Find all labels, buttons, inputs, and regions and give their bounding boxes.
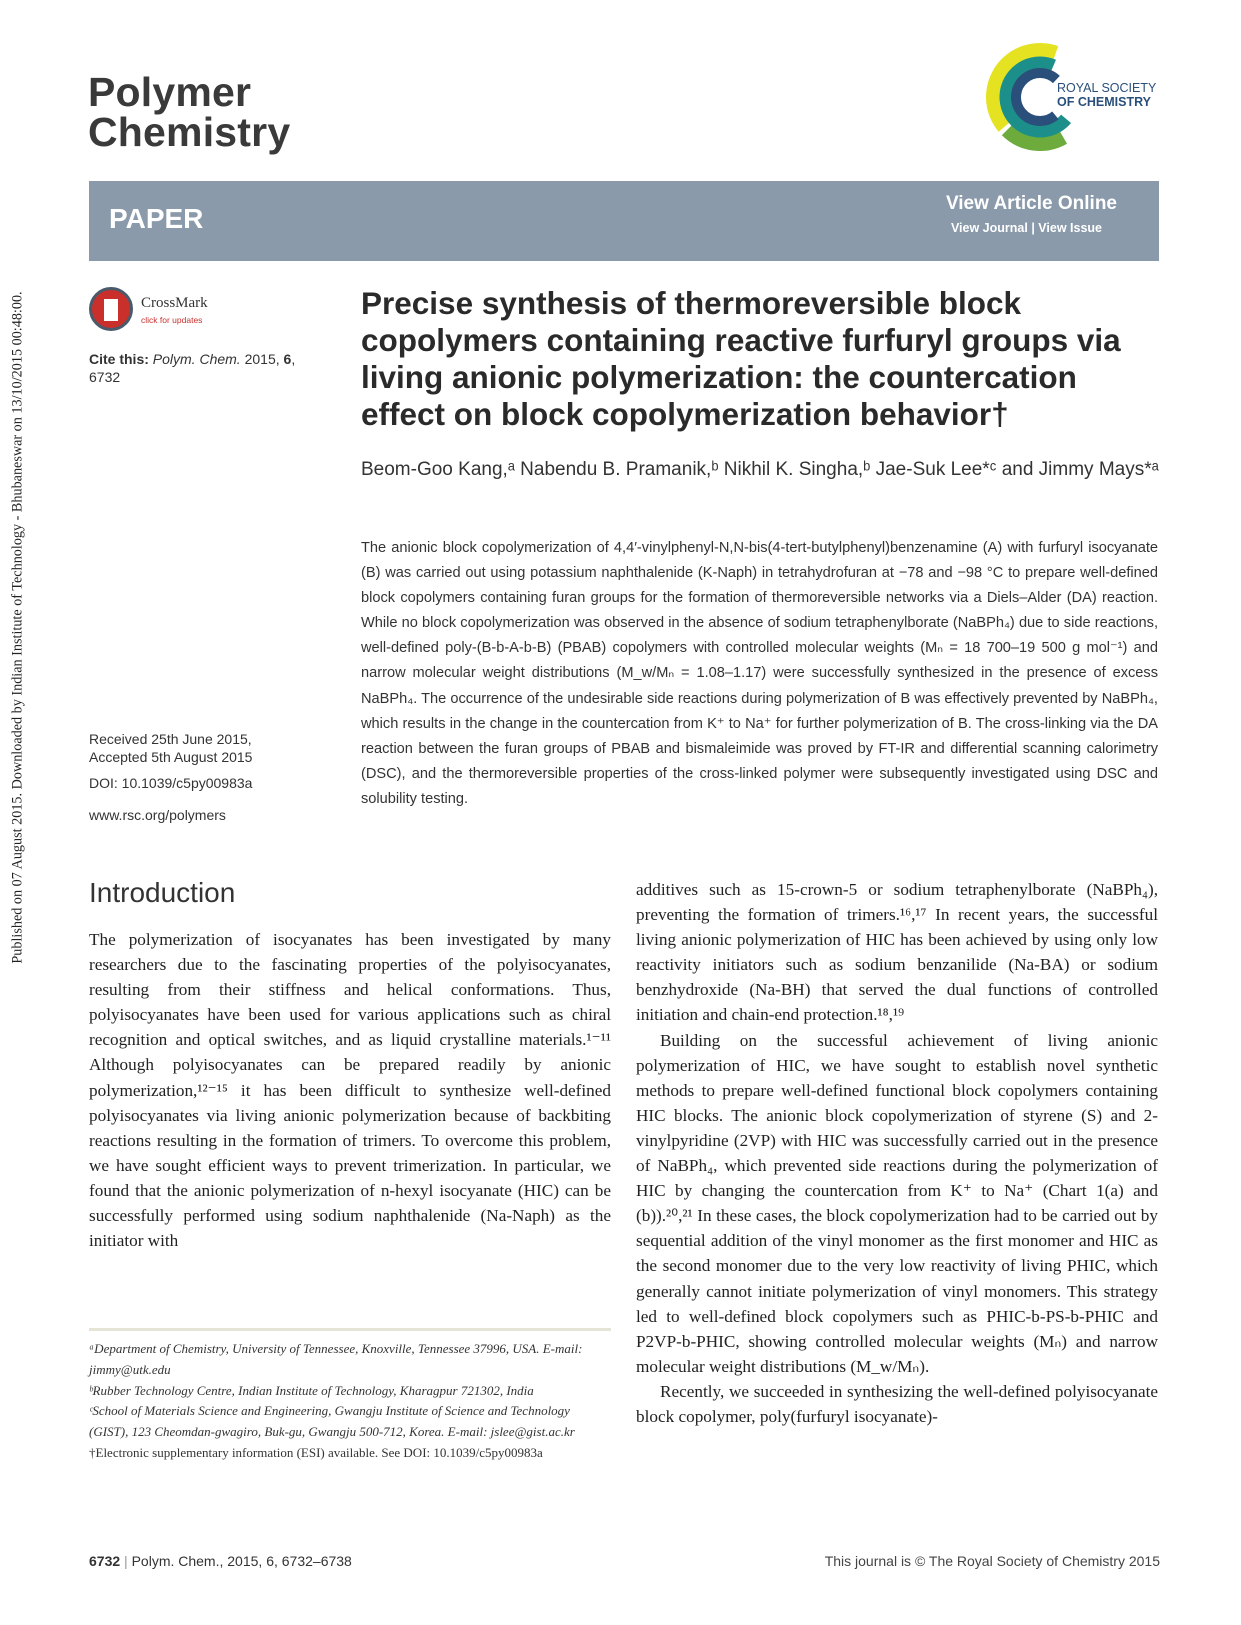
paragraph: The polymerization of isocyanates has been investigated by many researchers due to the fascinating properties of the polyisocyanates, resulting from their stiffness and helical conformations. Thus, polyisocyanates have been used for various applications such as chiral recognition and optical switches, and as liquid crystalline materials.¹⁻¹¹ Although polyisocyanates can be prepared readily by anionic polymerization,¹²⁻¹⁵ it has been difficult to synthesize well-defined polyisocyanates via living anionic polymerization because of backbiting reactions resulting in the formation of trimers. To overcome this problem, we have sought efficient ways to prevent trimerization. In particular, we found that the anionic polymerization of n-hexyl isocyanate (HIC) can be successfully performed using sodium naphthalenide (Na-Naph) as the initiator with (89, 930, 611, 1251)
affiliation-c: ᶜSchool of Materials Science and Engineering, Gwangju Institute of Science and Technology (GIST), 123 Cheomdan-gwagiro, Buk-gu, Gwangju 500-712, Korea. E-mail: jslee@gist.ac.kr (89, 1403, 575, 1440)
download-notice-text: Published on 07 August 2015. Downloaded by Indian Institute of Technology - Bhubaneswar on 13/10/2015 00:48:00. (9, 291, 26, 964)
crossmark-icon (89, 287, 133, 331)
paragraph: Building on the successful achievement of living anionic polymerization of HIC, we have sought to establish novel synthetic methods to prepare well-defined functional block copolymers containing HIC blocks. The anionic block copolymerization of styrene (S) and 2-vinylpyridine (2VP) with HIC was successfully carried out in the presence of NaBPh₄, which prevented side reactions during the polymerization of HIC by changing the countercation from K⁺ to Na⁺ (Chart 1(a) and (b)).²⁰,²¹ In these cases, the block copolymerization had to be carried out by sequential addition of the vinyl monomer as the first monomer and HIC as the second monomer due to the very low reactivity of living PHIC, which generally cannot initiate polymerization of vinyl monomers. This strategy led to well-defined block copolymers such as PHIC-b-PS-b-PHIC and P2VP-b-PHIC, showing controlled molecular weights (Mₙ) and narrow molecular weight distributions (M_w/Mₙ). (636, 1030, 1158, 1376)
body-column-left (89, 927, 611, 1253)
footnote-divider (89, 1328, 611, 1331)
copyright-notice: This journal is © The Royal Society of Chemistry 2015 (824, 1553, 1160, 1569)
cite-year: 2015, (244, 351, 280, 367)
accepted-date: Accepted 5th August 2015 (89, 749, 253, 765)
author-list: Beom-Goo Kang,ᵃ Nabendu B. Pramanik,ᵇ Nikhil K. Singha,ᵇ Jae-Suk Lee*ᶜ and Jimmy Mays*ᵃ (361, 459, 1159, 480)
link-separator: | (1031, 221, 1035, 235)
rsc-logo (985, 40, 1160, 155)
journal-issue-links (951, 221, 1102, 235)
article-title: Precise synthesis of thermoreversible block copolymers containing reactive furfuryl groups via living anionic polymerization: the countercation effect on block copolymerization behavior† (361, 285, 1121, 432)
crossmark-badge[interactable] (89, 287, 239, 337)
cite-prefix: Cite this: (89, 351, 149, 367)
esi-note: †Electronic supplementary information (ESI) available. See DOI: 10.1039/c5py00983a (89, 1444, 543, 1460)
abstract: The anionic block copolymerization of 4,4′-vinylphenyl-N,N-bis(4-tert-butylphenyl)benzenamine (A) with furfuryl isocyanate (B) was carried out using potassium naphthalenide (K-Naph) in tetrahydrofuran at −78 and −98 °C to prepare well-defined block copolymers containing furan groups for the formation of thermoreversible networks via a Diels–Alder (DA) reaction. While no block copolymerization was observed in the absence of sodium tetraphenylborate (NaBPh₄) due to side reactions, well-defined poly-(B-b-A-b-B) (PBAB) copolymers with controlled molecular weights (Mₙ = 18 700–19 500 g mol⁻¹) and narrow molecular weight distributions (M_w/Mₙ = 1.08–1.17) were successfully synthesized in the presence of excess NaBPh₄. The occurrence of the undesirable side reactions during polymerization of B was effectively prevented by NaBPh₄, which results in the change in the countercation from K⁺ to Na⁺ for further polymerization of B. The cross-linking via the DA reaction between the furan groups of PBAB and bismaleimide was proved by FT-IR and differential scanning calorimetry (DSC), and the thermoreversible properties of the cross-linked polymer were subsequently investigated using DSC and solubility testing. (361, 540, 1158, 807)
view-journal-link[interactable]: View Journal (950, 221, 1028, 235)
received-date: Received 25th June 2015, (89, 731, 252, 747)
download-notice (6, 225, 30, 1030)
page-footer-left (89, 1553, 352, 1569)
doi: DOI: 10.1039/c5py00983a (89, 775, 253, 791)
cite-journal: Polym. Chem. (152, 351, 241, 367)
footer-citation: Polym. Chem., 2015, 6, 6732–6738 (131, 1553, 352, 1569)
footnotes (89, 1339, 611, 1464)
crossmark-label: CrossMark (141, 295, 208, 311)
journal-url[interactable]: www.rsc.org/polymers (89, 807, 226, 823)
logo-line1: ROYAL SOCIETY (1057, 81, 1157, 95)
cite-page: 6732 (89, 369, 121, 385)
paper-label: PAPER (109, 203, 204, 234)
view-article-online-link[interactable]: View Article Online (945, 193, 1117, 214)
logo-line2: OF CHEMISTRY (1057, 95, 1151, 109)
journal-title-line2: Chemistry (88, 109, 291, 155)
footer-sep: | (124, 1553, 128, 1569)
crossmark-sub: click for updates (141, 315, 203, 325)
journal-title (88, 69, 291, 155)
article-dates (89, 730, 319, 824)
citation-info: Cite this: Polym. Chem. 2015, 6, 6732 (89, 351, 296, 385)
paragraph: Recently, we succeeded in synthesizing the well-defined polyisocyanate block copolymer, poly(furfuryl isocyanate)- (636, 1381, 1158, 1426)
body-column-right (636, 877, 1158, 1429)
article-banner (89, 181, 1159, 261)
affiliation-a: ᵃDepartment of Chemistry, University of Tennessee, Knoxville, Tennessee 37996, USA. E-mail: jimmy@utk.edu (89, 1341, 583, 1377)
affiliation-b: ᵇRubber Technology Centre, Indian Institute of Technology, Kharagpur 721302, India (89, 1382, 534, 1398)
section-heading: Introduction (89, 877, 236, 908)
page-number: 6732 (89, 1553, 121, 1569)
view-issue-link[interactable]: View Issue (1038, 221, 1102, 235)
cite-volume: 6 (283, 351, 292, 367)
paragraph: additives such as 15-crown-5 or sodium tetraphenylborate (NaBPh₄), preventing the formation of trimers.¹⁶,¹⁷ In recent years, the successful living anionic polymerization of HIC has been achieved by using only low reactivity initiators such as sodium benzanilide (Na-BA) or sodium benzhydroxide (Na-BH) that served the dual functions of controlled initiation and chain-end protection.¹⁸,¹⁹ (636, 880, 1158, 1025)
journal-title-line1: Polymer (88, 69, 252, 115)
